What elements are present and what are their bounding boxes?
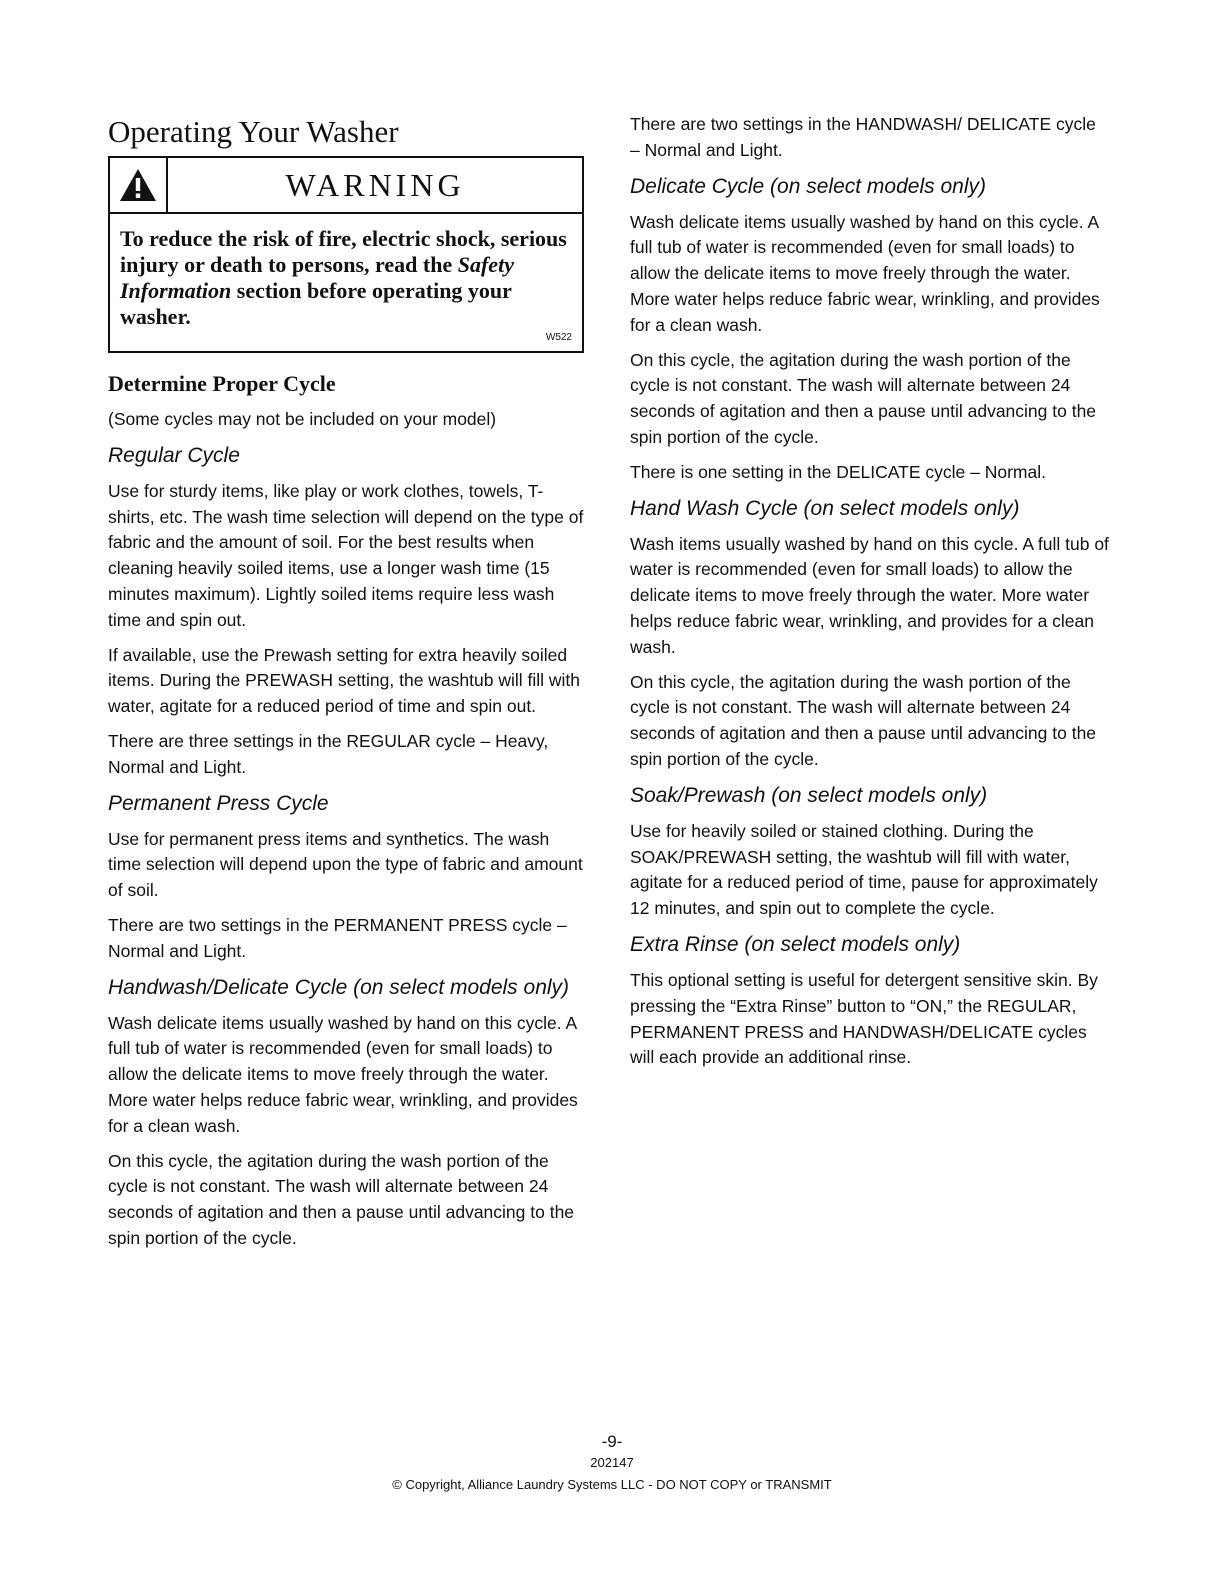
warning-code: W522 (545, 332, 572, 343)
soak-prewash-p1: Use for heavily soiled or stained clothing. During the SOAK/PREWASH setting, the washtub will fill with water, agitate for a reduced period of time, pause for approximately 12 minutes, and spin out to complete the cycle. (630, 820, 1098, 919)
regular-cycle-p1: Use for sturdy items, like play or work clothes, towels, T-shirts, etc. The wash time selection will depend on the type of fabric and the amount of soil. For the best results when cleaning heavily soiled items, use a longer wash time (15 minutes maximum). Lightly soiled items require less wash time and spin out. (108, 480, 584, 630)
regular-cycle-p3: There are three settings in the REGULAR cycle – Heavy, Normal and Light. (108, 730, 549, 777)
left-column (108, 112, 586, 1261)
warning-body (110, 214, 582, 351)
right-column (630, 112, 1110, 1080)
hand-wash-cycle-p1: Wash items usually washed by hand on this cycle. A full tub of water is recommended (even for small loads) to allow the delicate items to move freely through the water. More water helps reduce fabric wear, wrinkling, and provides for a clean wash. (630, 533, 1109, 657)
hand-wash-cycle-p2: On this cycle, the agitation during the wash portion of the cycle is not constant. The wash will alternate between 24 seconds of agitation and then a pause until advancing to the spin portion of the cycle. (630, 671, 1097, 769)
doc-number: 202147 (590, 1455, 634, 1470)
handwash-delicate-settings: There are two settings in the HANDWASH/ DELICATE cycle – Normal and Light. (630, 114, 1096, 160)
warning-text: To reduce the risk of fire, electric shock, serious injury or death to persons, read the Safety Information section before operating your washer. (120, 226, 567, 329)
warning-header (110, 158, 582, 214)
regular-cycle-p2: If available, use the Prewash setting for extra heavily soiled items. During the PREWASH setting, the washtub will fill with water, agitate for a reduced period of time and spin out. (108, 644, 581, 717)
extra-rinse-p1: This optional setting is useful for detergent sensitive skin. By pressing the “Extra Rinse” button to “ON,” the REGULAR, PERMANENT PRESS and HANDWASH/DELICATE cycles will each provide an additional rinse. (630, 969, 1098, 1068)
warning-box (108, 156, 584, 353)
handwash-delicate-p2: On this cycle, the agitation during the wash portion of the cycle is not constant. The wash will alternate between 24 seconds of agitation and then a pause until advancing to the spin portion of the cycle. (108, 1150, 575, 1248)
delicate-cycle-p3: There is one setting in the DELICATE cycle – Normal. (630, 461, 1046, 482)
delicate-cycle-p2: On this cycle, the agitation during the wash portion of the cycle is not constant. The wash will alternate between 24 seconds of agitation and then a pause until advancing to the spin portion of the cycle. (630, 349, 1097, 447)
warning-heading: WARNING (285, 167, 465, 203)
copyright-notice: © Copyright, Alliance Laundry Systems LLC - DO NOT COPY or TRANSMIT (392, 1477, 832, 1492)
delicate-cycle-title: Delicate Cycle (on select models only) (630, 174, 986, 198)
extra-rinse-title: Extra Rinse (on select models only) (630, 932, 961, 956)
warning-triangle-icon (110, 158, 168, 212)
handwash-delicate-title: Handwash/Delicate Cycle (on select models only) (108, 975, 570, 999)
delicate-cycle-p1: Wash delicate items usually washed by hand on this cycle. A full tub of water is recommended (even for small loads) to allow the delicate items to move freely through the water. More water helps reduce fabric wear, wrinkling, and provides for a clean wash. (630, 211, 1100, 335)
page-number: -9- (601, 1432, 623, 1451)
soak-prewash-title: Soak/Prewash (on select models only) (630, 783, 988, 807)
permanent-press-p2: There are two settings in the PERMANENT PRESS cycle – Normal and Light. (108, 914, 567, 961)
section-note: (Some cycles may not be included on your model) (108, 409, 497, 429)
regular-cycle-title: Regular Cycle (108, 443, 240, 467)
page-title: Operating Your Washer (108, 114, 399, 149)
handwash-delicate-p1: Wash delicate items usually washed by hand on this cycle. A full tub of water is recommended (even for small loads) to allow the delicate items to move freely through the water. More water helps reduce fabric wear, wrinkling, and provides for a clean wash. (108, 1012, 578, 1136)
section-title: Determine Proper Cycle (108, 371, 336, 396)
hand-wash-cycle-title: Hand Wash Cycle (on select models only) (630, 496, 1020, 520)
permanent-press-title: Permanent Press Cycle (108, 791, 329, 815)
permanent-press-p1: Use for permanent press items and synthetics. The wash time selection will depend upon the type of fabric and amount of soil. (108, 828, 583, 901)
